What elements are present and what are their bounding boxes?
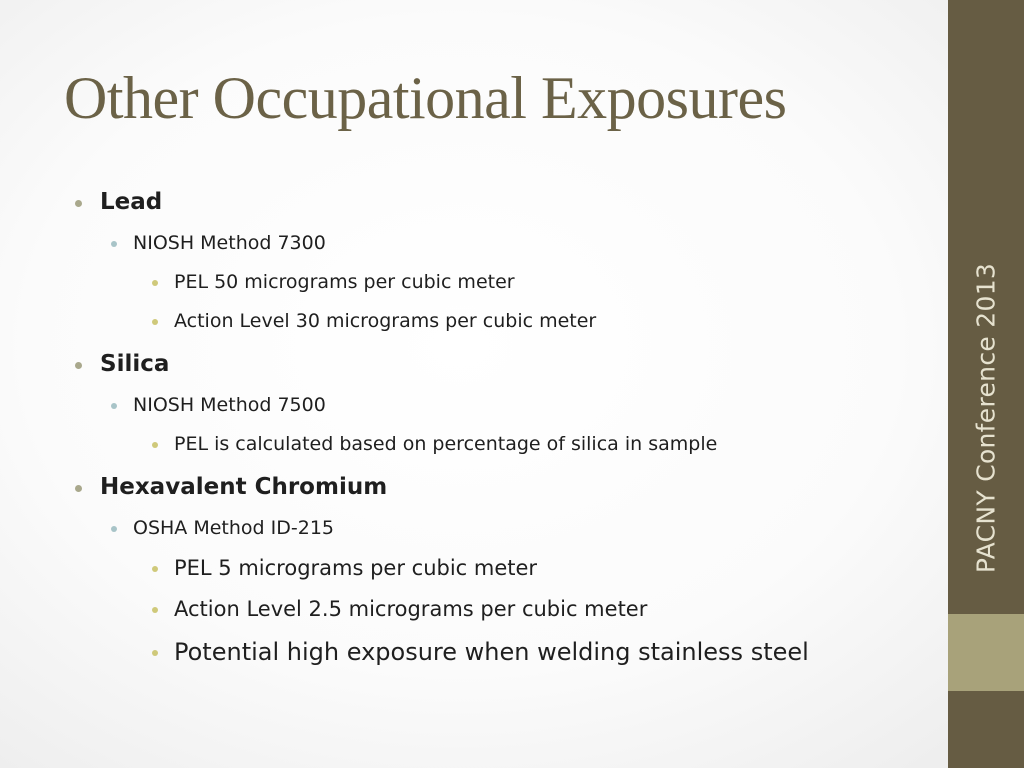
bullet-item <box>100 474 387 500</box>
bullet-item <box>100 351 169 377</box>
slide-title: Other Occupational Exposures <box>64 65 787 131</box>
bullet-text: NIOSH Method 7300 <box>133 232 326 254</box>
bullet-dot-icon <box>152 607 158 613</box>
bullet-text: NIOSH Method 7500 <box>133 394 326 416</box>
bullet-text: PEL is calculated based on percentage of silica in sample <box>174 433 718 455</box>
bullet-item <box>133 232 326 254</box>
sidebar <box>948 0 1024 768</box>
bullet-dot-icon <box>152 650 158 656</box>
bullet-dot-icon <box>75 362 82 369</box>
bullet-item <box>100 189 162 215</box>
bullet-item <box>174 433 717 455</box>
bullet-text: Hexavalent Chromium <box>100 474 388 500</box>
bullet-dot-icon <box>75 485 82 492</box>
bullet-item <box>133 517 334 539</box>
bullet-item <box>174 271 515 293</box>
bullet-dot-icon <box>111 403 117 409</box>
bullet-item <box>174 597 647 621</box>
bullet-item <box>174 638 809 666</box>
bullet-dot-icon <box>111 241 117 247</box>
sidebar-text-area <box>948 0 1024 614</box>
sidebar-conference-label: PACNY Conference 2013 <box>971 262 1001 574</box>
sidebar-accent-block <box>948 614 1024 691</box>
bullet-dot-icon <box>152 280 158 286</box>
bullet-text: OSHA Method ID-215 <box>133 517 334 539</box>
bullet-text: Potential high exposure when welding stainless steel <box>174 638 809 666</box>
bullet-item <box>174 310 596 332</box>
bullet-dot-icon <box>75 200 82 207</box>
bullet-text: Action Level 2.5 micrograms per cubic meter <box>174 597 648 621</box>
bullet-text: PEL 5 micrograms per cubic meter <box>174 556 538 580</box>
bullet-text: Action Level 30 micrograms per cubic meter <box>174 310 597 332</box>
bullet-text: PEL 50 micrograms per cubic meter <box>174 271 515 293</box>
bullet-dot-icon <box>111 526 117 532</box>
bullet-dot-icon <box>152 319 158 325</box>
bullet-dot-icon <box>152 566 158 572</box>
bullet-dot-icon <box>152 442 158 448</box>
bullet-text: Lead <box>100 189 163 215</box>
bullet-item <box>133 394 326 416</box>
bullet-text: Silica <box>100 351 170 377</box>
bullet-item <box>174 556 537 580</box>
